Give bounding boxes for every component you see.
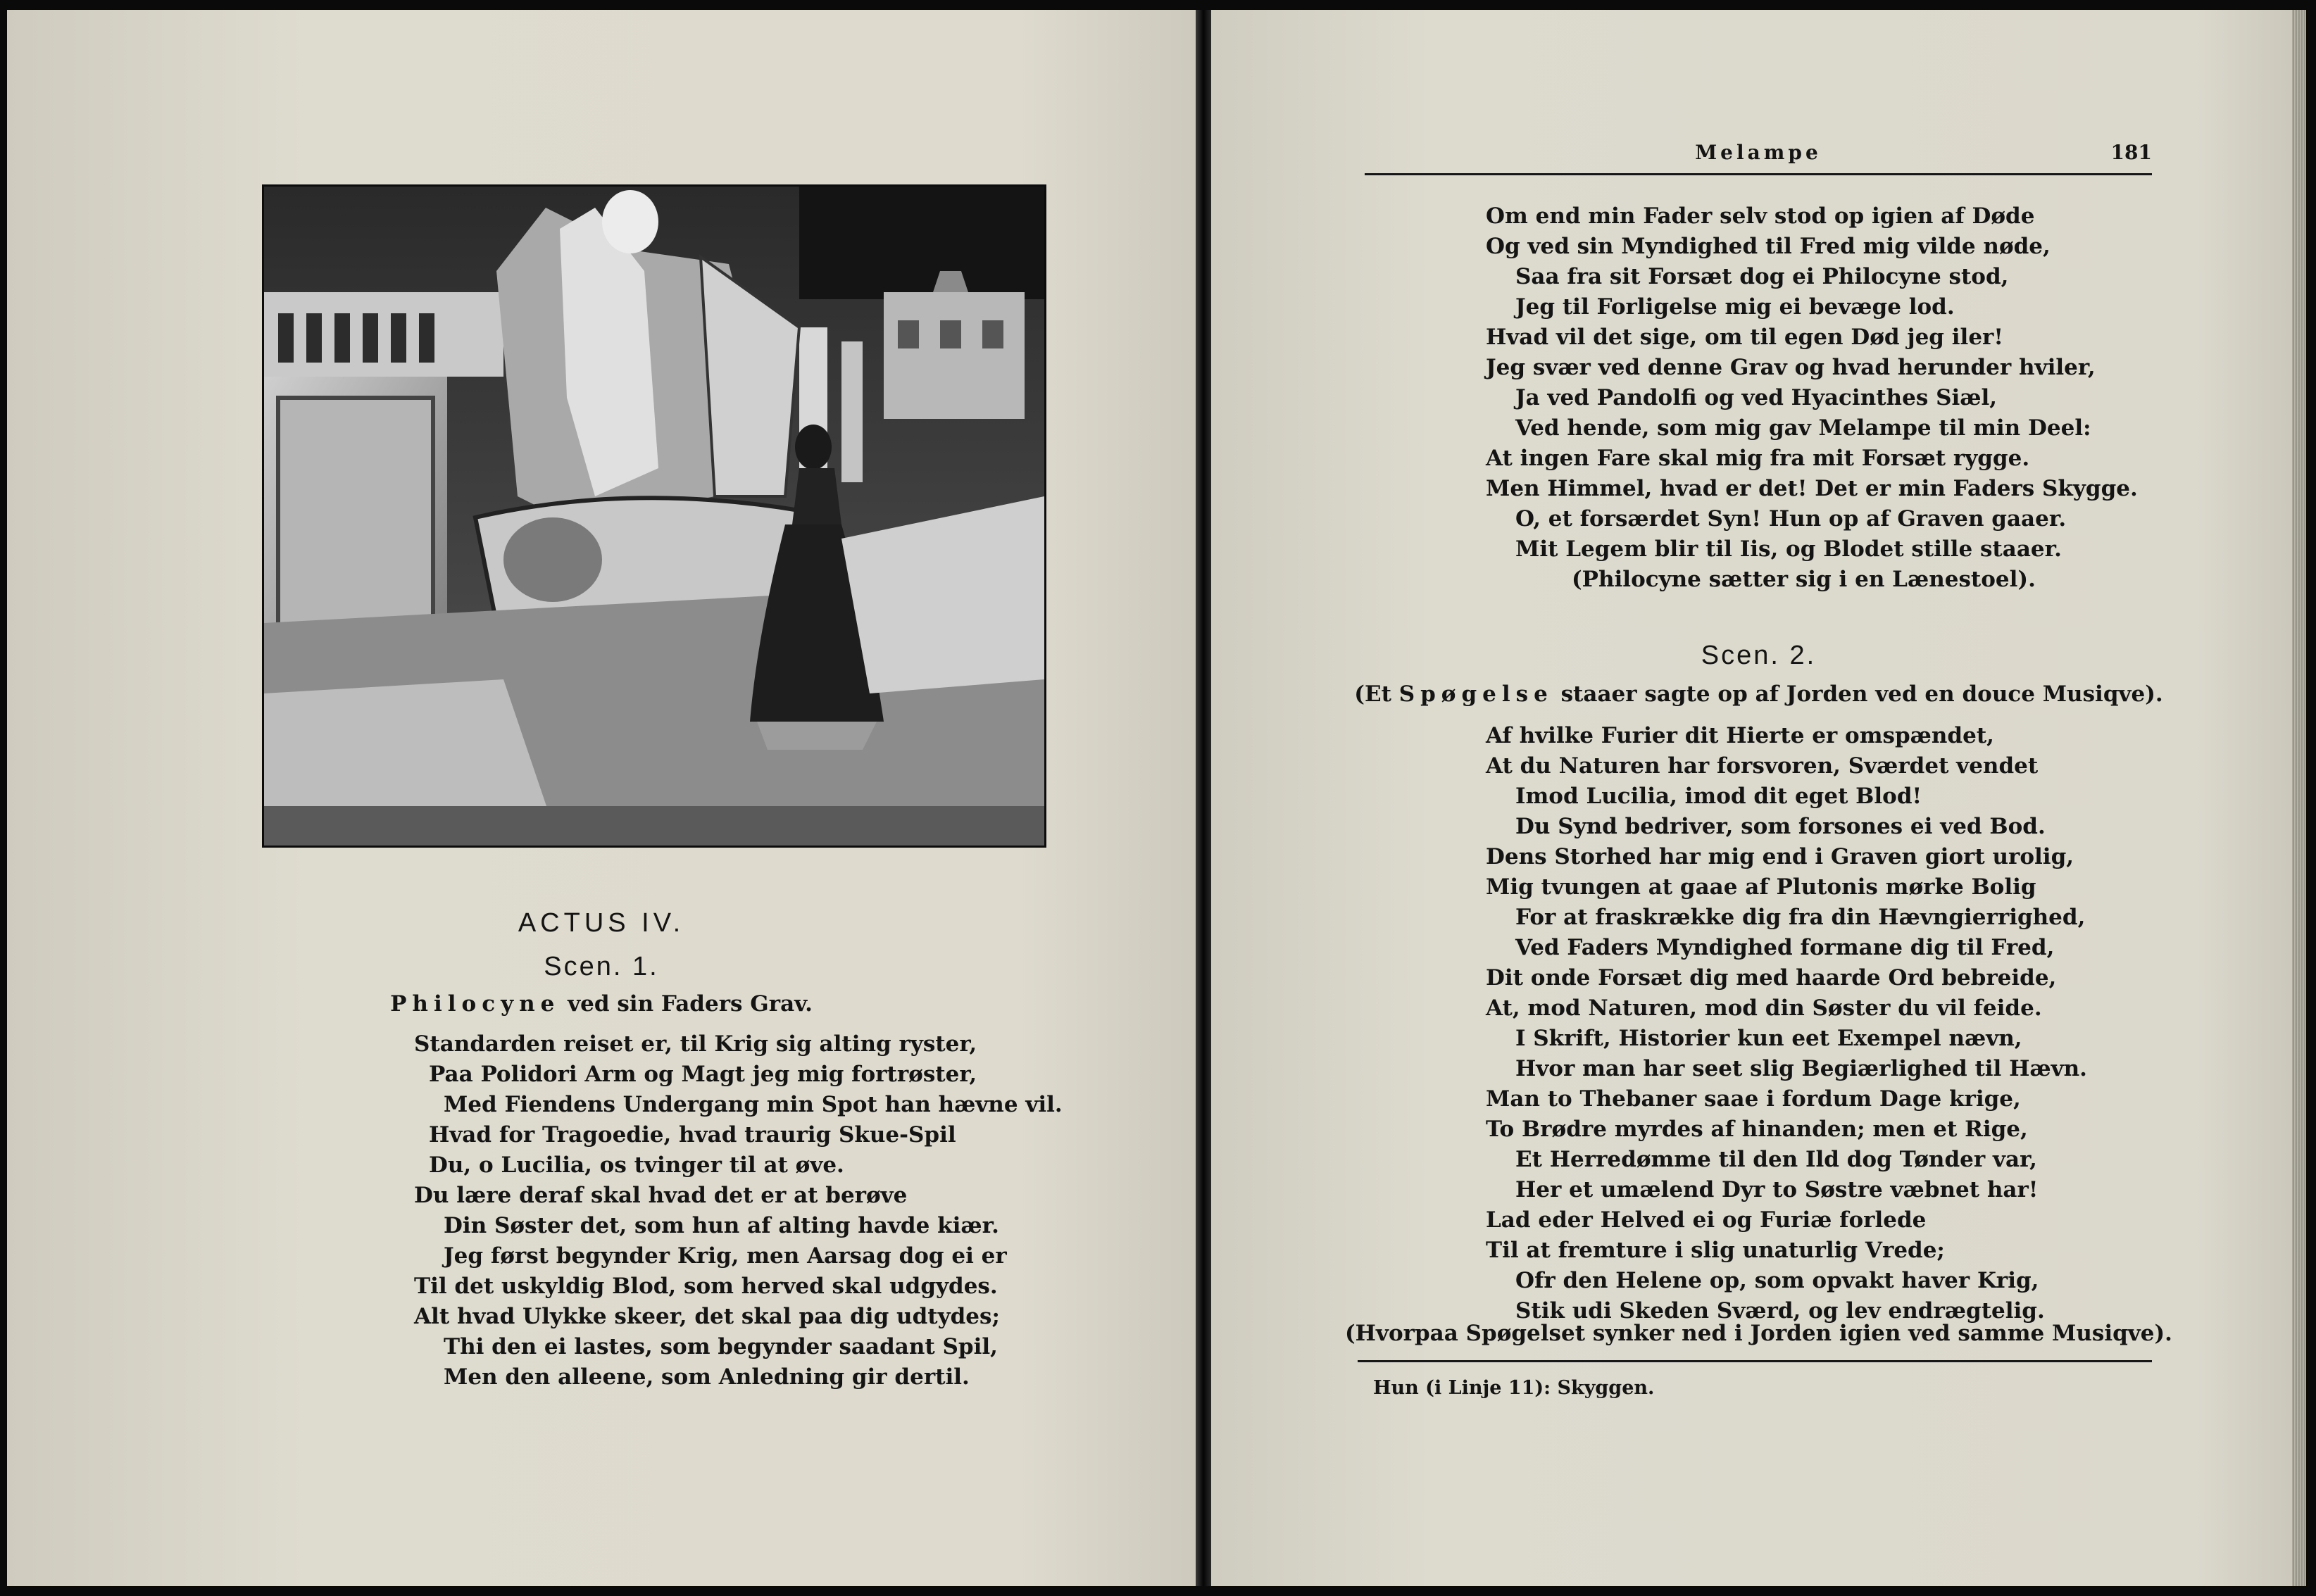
verse-line: Ja ved Pandolfi og ved Hyacinthes Siæl, (1515, 385, 1998, 410)
footnote: Hun (i Linje 11): Skyggen. (1373, 1377, 1655, 1399)
tomb-scene-engraving-icon (264, 187, 1044, 846)
verse-line: Du lære deraf skal hvad det er at berøve (414, 1183, 908, 1208)
verse-line: Imod Lucilia, imod dit eget Blod! (1515, 784, 1922, 809)
stage-direction-text: ved sin Faders Grav. (568, 991, 813, 1017)
verse-line: Standarden reiset er, til Krig sig alting ryster, (414, 1031, 977, 1057)
scene-title: Scen. 1. (544, 952, 659, 981)
verse-line: Man to Thebaner saae i fordum Dage krige, (1486, 1086, 2021, 1112)
stage-direction-open: (Et (1354, 681, 1391, 707)
character-name: Philocyne (390, 991, 561, 1017)
verse-block-right-bottom (1486, 721, 2087, 1326)
verse-line: Ved hende, som mig gav Melampe til min Deel: (1515, 415, 2091, 441)
verse-line: Af hvilke Furier dit Hierte er omspændet, (1486, 723, 1994, 748)
verse-line: Et Herredømme til den Ild dog Tønder var, (1515, 1147, 2037, 1172)
book-gutter (1196, 10, 1211, 1586)
verse-line: At ingen Fare skal mig fra mit Forsæt rygge. (1486, 446, 2030, 471)
verse-line: Jeg til Forligelse mig ei bevæge lod. (1515, 294, 1955, 320)
verse-line: Ofr den Helene op, som opvakt haver Krig, (1515, 1268, 2039, 1293)
verse-line: Du, o Lucilia, os tvinger til at øve. (429, 1152, 844, 1178)
verse-line: Dit onde Forsæt dig med haarde Ord bebreide, (1486, 965, 2057, 991)
page-edges (2292, 10, 2306, 1586)
verse-line: Thi den ei lastes, som begynder saadant Spil, (444, 1334, 998, 1359)
verse-line: Til det uskyldig Blod, som herved skal udgydes. (414, 1274, 998, 1299)
verse-line: Mig tvungen at gaae af Plutonis mørke Bolig (1486, 874, 2036, 900)
right-page (1211, 10, 2306, 1586)
verse-line: Paa Polidori Arm og Magt jeg mig fortrøster, (429, 1062, 977, 1087)
verse-line: Her et umælend Dyr to Søstre væbnet har! (1515, 1177, 2039, 1202)
closing-stage-direction: (Hvorpaa Spøgelset synker ned i Jorden igien ved samme Musiqve). (1345, 1321, 2172, 1346)
running-head (1365, 138, 2152, 175)
stage-direction: (Philocyne sætter sig i en Lænestoel). (1572, 567, 2036, 592)
verse-block-left (414, 1029, 1063, 1393)
scene-title: Scen. 2. (1701, 641, 1817, 670)
verse-line: Lad eder Helved ei og Furiæ forlede (1486, 1207, 1927, 1233)
verse-line: Jeg svær ved denne Grav og hvad herunder hviler, (1486, 355, 2096, 380)
verse-line: Til at fremture i slig unaturlig Vrede; (1486, 1238, 1945, 1263)
verse-line: Mit Legem blir til Iis, og Blodet stille staaer. (1515, 536, 2062, 562)
verse-line: At du Naturen har forsvoren, Sværdet vendet (1486, 753, 2039, 779)
page-number: 181 (2110, 141, 2152, 164)
running-title: Melampe (1695, 141, 1822, 164)
verse-line: Alt hvad Ulykke skeer, det skal paa dig udtydes; (414, 1304, 1000, 1329)
verse-line: Ved Faders Myndighed formane dig til Fred, (1515, 935, 2055, 960)
verse-line: Om end min Fader selv stod op igien af Døde (1486, 203, 2035, 229)
stage-direction (7, 991, 1196, 1017)
verse-line: Din Søster det, som hun af alting havde kiær. (444, 1213, 999, 1238)
verse-line: For at fraskrække dig fra din Hævngierrighed, (1515, 905, 2086, 930)
verse-line: Med Fiendens Undergang min Spot han hævne vil. (444, 1092, 1063, 1117)
footnote-divider (1358, 1360, 2152, 1362)
verse-line: Og ved sin Myndighed til Fred mig vilde nøde, (1486, 234, 2051, 259)
verse-line: O, et forsærdet Syn! Hun op af Graven gaaer. (1515, 506, 2067, 532)
verse-line: At, mod Naturen, mod din Søster du vil feide. (1486, 995, 2042, 1021)
verse-line: Men den alleene, som Anledning gir dertil. (444, 1364, 970, 1390)
verse-block-right-top (1486, 201, 2138, 595)
character-name: Spøgelse (1398, 681, 1553, 707)
left-page (7, 10, 1196, 1586)
verse-line: Men Himmel, hvad er det! Det er min Faders Skygge. (1486, 476, 2138, 501)
verse-line: Du Synd bedriver, som forsones ei ved Bod. (1515, 814, 2046, 839)
verse-line: I Skrift, Historier kun eet Exempel nævn, (1515, 1026, 2022, 1051)
act-title: ACTUS IV. (518, 908, 685, 938)
stage-direction-text: staaer sagte op af Jorden ved en douce Musiqve). (1560, 681, 2163, 707)
verse-line: Jeg først begynder Krig, men Aarsag dog ei er (444, 1243, 1007, 1269)
stage-direction (1211, 681, 2306, 707)
verse-line: Hvad vil det sige, om til egen Død jeg iler! (1486, 325, 2003, 350)
verse-line: Stik udi Skeden Sværd, og lev endrægtelig. (1515, 1298, 2045, 1324)
stage-scene-illustration (262, 184, 1046, 848)
verse-line: Hvor man har seet slig Begiærlighed til Hævn. (1515, 1056, 2087, 1081)
verse-line: Saa fra sit Forsæt dog ei Philocyne stod, (1515, 264, 2009, 289)
verse-line: Dens Storhed har mig end i Graven giort urolig, (1486, 844, 2074, 869)
verse-line: Hvad for Tragoedie, hvad traurig Skue-Spil (429, 1122, 956, 1148)
verse-line: To Brødre myrdes af hinanden; men et Rige, (1486, 1117, 2028, 1142)
